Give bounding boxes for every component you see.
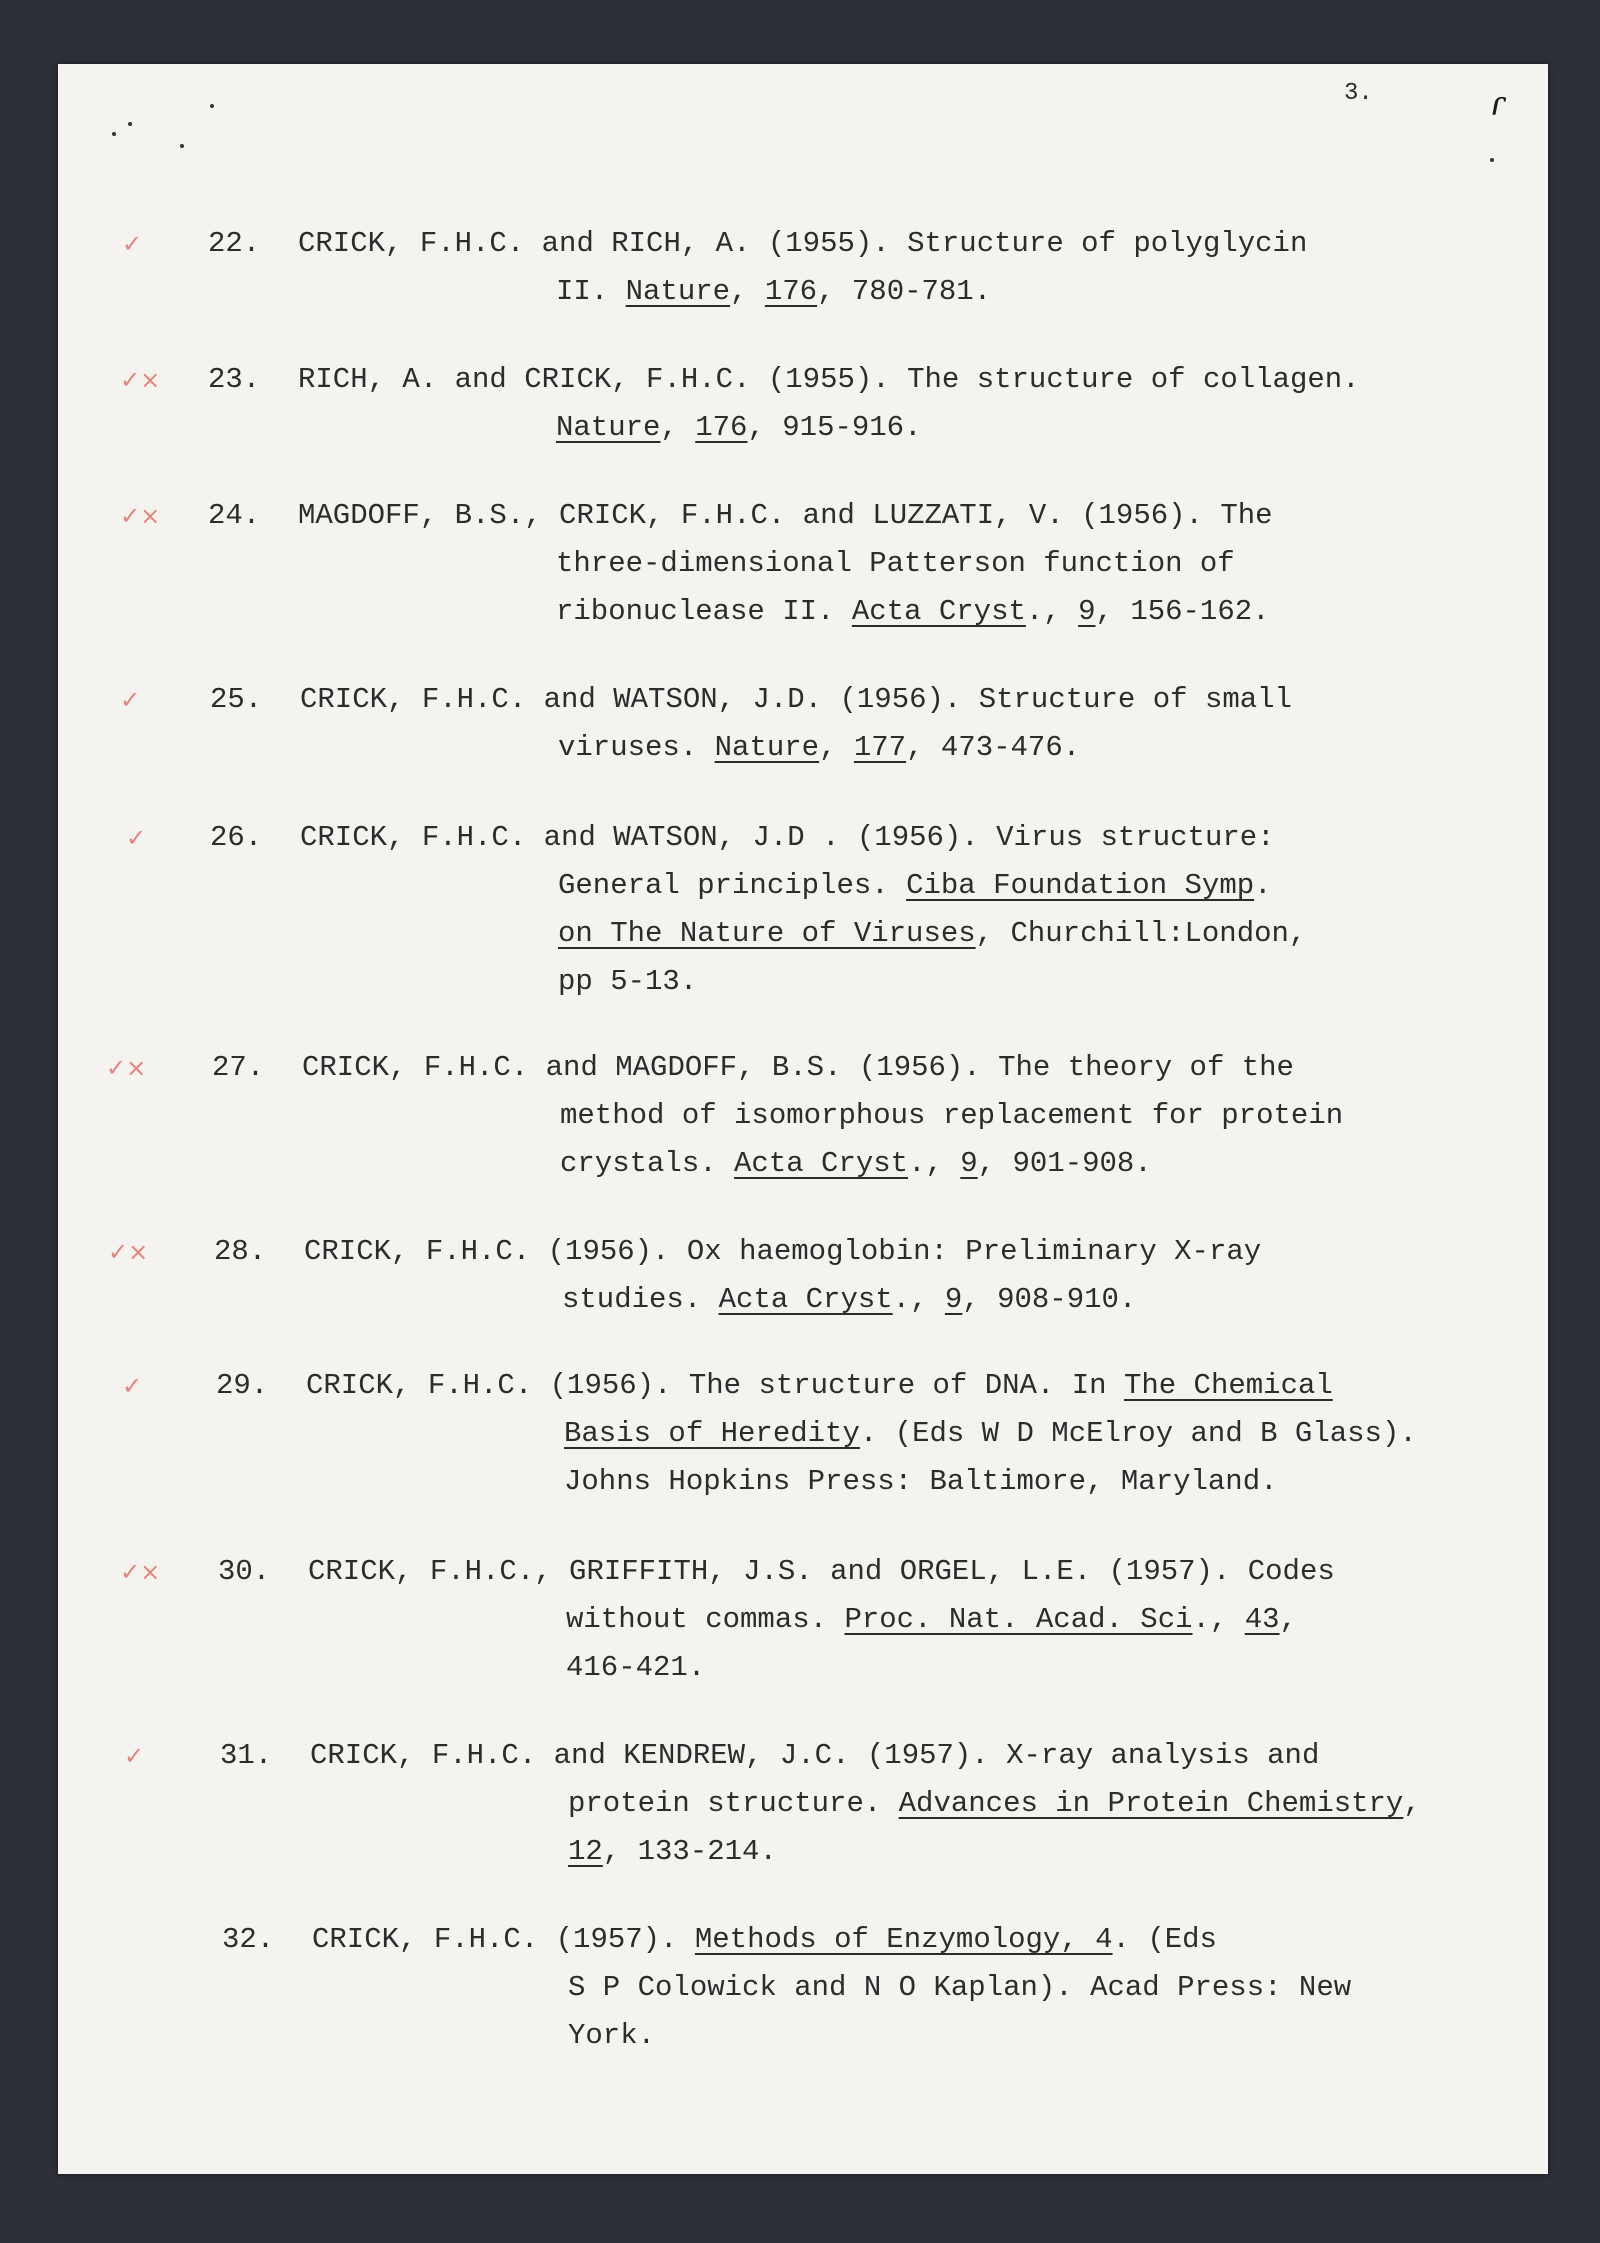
citation-text: CRICK, F.H.C. and RICH, A. (1955). Structure of polyglycin — [298, 227, 1308, 260]
reference-line — [300, 676, 1292, 724]
reference-number: 32. — [222, 1923, 275, 1956]
reference-line — [558, 958, 697, 1006]
page-number: 3. — [1344, 80, 1373, 107]
underlined-citation: 177 — [853, 731, 907, 764]
underlined-citation: 9 — [944, 1283, 963, 1316]
underlined-citation: Acta Cryst — [851, 595, 1026, 628]
underlined-citation: Proc. Nat. Acad. Sci — [844, 1603, 1193, 1636]
citation-text: without commas. — [566, 1603, 845, 1636]
citation-text: . (Eds — [1112, 1923, 1217, 1956]
citation-text: , — [819, 731, 854, 764]
underlined-citation: Acta Cryst — [718, 1283, 893, 1316]
reference-line — [558, 910, 1306, 958]
underlined-citation: Nature — [556, 411, 661, 444]
citation-text: CRICK, F.H.C. and WATSON, J.D. (1956). Structure of small — [300, 683, 1292, 716]
reference-number: 31. — [220, 1739, 273, 1772]
citation-text: , — [1279, 1603, 1297, 1636]
reference-line — [566, 1596, 1297, 1644]
underlined-citation: 9 — [960, 1147, 978, 1180]
reference-line — [304, 1228, 1261, 1276]
citation-text: protein structure. — [568, 1787, 899, 1820]
citation-text: . — [1254, 869, 1272, 902]
citation-text: MAGDOFF, B.S., CRICK, F.H.C. and LUZZATI, V. (1956). The — [298, 499, 1273, 532]
reference-line — [300, 814, 1275, 862]
citation-text: CRICK, F.H.C. and WATSON, J.D . (1956). Virus structure: — [300, 821, 1275, 854]
citation-text: method of isomorphous replacement for protein — [560, 1099, 1344, 1132]
reference-line — [564, 1458, 1278, 1506]
reference-line — [558, 724, 1080, 772]
reference-line — [558, 862, 1272, 910]
reference-number: 25. — [210, 683, 263, 716]
check-mark-icon: ✓ — [122, 1372, 143, 1400]
citation-text: ., — [1025, 595, 1079, 628]
handwritten-mark-icon: ɾ — [1490, 84, 1506, 124]
reference-line — [556, 540, 1235, 588]
underlined-citation: Ciba Foundation Symp — [906, 869, 1255, 902]
citation-text: CRICK, F.H.C. (1956). The structure of DNA. In — [306, 1369, 1124, 1402]
scan-speck — [128, 122, 132, 126]
check-mark-icon: ✓ — [124, 1742, 145, 1770]
reference-line — [568, 1828, 777, 1876]
underlined-citation: 9 — [1078, 595, 1096, 628]
underlined-citation: on The Nature of Viruses — [558, 917, 976, 950]
check-mark-icon: ✓× — [106, 1054, 147, 1082]
citation-text: crystals. — [560, 1147, 735, 1180]
citation-text: II. — [556, 275, 626, 308]
citation-text: Johns Hopkins Press: Baltimore, Maryland. — [564, 1465, 1278, 1498]
reference-line — [564, 1410, 1417, 1458]
citation-text: , Churchill:London, — [975, 917, 1307, 950]
citation-text: CRICK, F.H.C. and KENDREW, J.C. (1957). X-ray analysis and — [310, 1739, 1320, 1772]
citation-text: . (Eds W D McElroy and B Glass). — [859, 1417, 1417, 1450]
reference-line — [312, 1916, 1217, 1964]
citation-text: , 780-781. — [817, 275, 992, 308]
scan-speck — [210, 104, 214, 108]
check-mark-icon: ✓ — [126, 824, 147, 852]
reference-line — [298, 492, 1273, 540]
underlined-citation: Methods of Enzymology, 4 — [694, 1923, 1113, 1956]
underlined-citation: Acta Cryst — [734, 1147, 909, 1180]
citation-text: , 156-162. — [1095, 595, 1270, 628]
citation-text: , 908-910. — [962, 1283, 1137, 1316]
underlined-citation: 176 — [695, 411, 748, 444]
reference-number: 30. — [218, 1555, 271, 1588]
scan-speck — [180, 144, 184, 148]
underlined-citation: 43 — [1244, 1603, 1280, 1636]
reference-line — [556, 588, 1270, 636]
citation-text: , — [730, 275, 765, 308]
reference-line — [556, 404, 921, 452]
underlined-citation: 176 — [764, 275, 818, 308]
check-mark-icon: ✓ — [122, 230, 143, 258]
citation-text: pp 5-13. — [558, 965, 698, 998]
check-mark-icon: ✓ — [120, 686, 141, 714]
citation-text: 416-421. — [566, 1651, 706, 1684]
reference-number: 28. — [214, 1235, 267, 1268]
reference-line — [568, 1964, 1351, 2012]
reference-line — [306, 1362, 1333, 1410]
citation-text: CRICK, F.H.C. and MAGDOFF, B.S. (1956). The theory of the — [302, 1051, 1294, 1084]
scan-speck — [112, 132, 116, 136]
underlined-citation: Basis of Heredity — [564, 1417, 860, 1450]
citation-text: viruses. — [558, 731, 715, 764]
reference-number: 24. — [208, 499, 261, 532]
scan-speck — [1490, 158, 1494, 162]
reference-line — [568, 1780, 1421, 1828]
reference-line — [566, 1644, 705, 1692]
citation-text: CRICK, F.H.C. (1957). — [312, 1923, 695, 1956]
reference-line — [562, 1276, 1136, 1324]
reference-number: 29. — [216, 1369, 269, 1402]
citation-text: three-dimensional Patterson function of — [556, 547, 1235, 580]
citation-text: RICH, A. and CRICK, F.H.C. (1955). The structure of collagen. — [298, 363, 1360, 396]
reference-line — [298, 356, 1360, 404]
reference-line — [560, 1140, 1152, 1188]
underlined-citation: Nature — [625, 275, 731, 308]
citation-text: ribonuclease II. — [556, 595, 852, 628]
citation-text: studies. — [562, 1283, 719, 1316]
citation-text: , — [660, 411, 696, 444]
check-mark-icon: ✓× — [108, 1238, 149, 1266]
citation-text: S P Colowick and N O Kaplan). Acad Press: New — [568, 1971, 1352, 2004]
citation-text: , 133-214. — [602, 1835, 777, 1868]
citation-text: ., — [908, 1147, 961, 1180]
reference-line — [302, 1044, 1294, 1092]
citation-text: , — [1403, 1787, 1421, 1820]
reference-line — [308, 1548, 1335, 1596]
citation-text: ., — [892, 1283, 945, 1316]
citation-text: General principles. — [558, 869, 907, 902]
check-mark-icon: ✓× — [120, 502, 161, 530]
underlined-citation: 12 — [568, 1835, 603, 1868]
check-mark-icon: ✓× — [120, 1558, 161, 1586]
underlined-citation: Advances in Protein Chemistry — [898, 1787, 1404, 1820]
reference-number: 23. — [208, 363, 261, 396]
reference-line — [310, 1732, 1319, 1780]
reference-line — [560, 1092, 1343, 1140]
reference-number: 22. — [208, 227, 261, 260]
citation-text: CRICK, F.H.C. (1956). Ox haemoglobin: Preliminary X-ray — [304, 1235, 1262, 1268]
reference-number: 27. — [212, 1051, 265, 1084]
citation-text: CRICK, F.H.C., GRIFFITH, J.S. and ORGEL, L.E. (1957). Codes — [308, 1555, 1335, 1588]
reference-line — [568, 2012, 655, 2060]
reference-line — [298, 220, 1307, 268]
citation-text: , 901-908. — [977, 1147, 1152, 1180]
underlined-citation: Nature — [714, 731, 820, 764]
check-mark-icon: ✓× — [120, 366, 161, 394]
citation-text: , 915-916. — [747, 411, 922, 444]
reference-line — [556, 268, 991, 316]
citation-text: York. — [568, 2019, 656, 2052]
reference-number: 26. — [210, 821, 263, 854]
citation-text: ., — [1192, 1603, 1245, 1636]
citation-text: , 473-476. — [906, 731, 1081, 764]
underlined-citation: The Chemical — [1123, 1369, 1333, 1402]
